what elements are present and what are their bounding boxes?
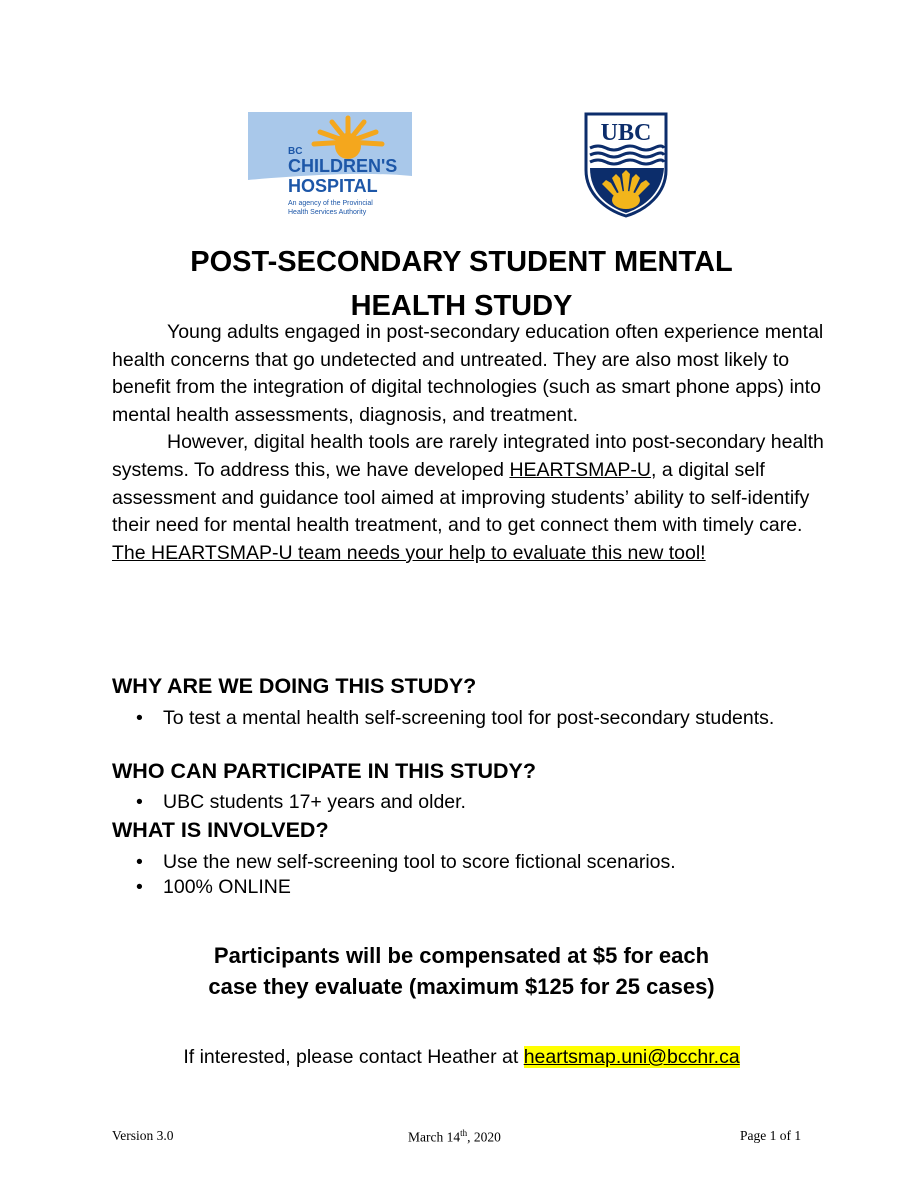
- help-callout: The HEARTSMAP-U team needs your help to evaluate this new tool!: [112, 541, 706, 564]
- list-item-text: UBC students 17+ years and older.: [163, 791, 466, 813]
- ubc-logo-text: UBC: [600, 120, 652, 146]
- list-item: [136, 850, 803, 874]
- bch-logo-line2: CHILDREN'S: [288, 156, 398, 176]
- bch-logo-tag1: An agency of the Provincial: [288, 200, 373, 207]
- bullet-icon: •: [136, 791, 143, 813]
- footer-date-month: March 14: [408, 1129, 461, 1145]
- list-item: [136, 875, 803, 899]
- bch-logo-line3: HOSPITAL: [288, 176, 378, 196]
- list-item-text: 100% ONLINE: [163, 876, 291, 898]
- bc-childrens-hospital-logo: [248, 112, 416, 220]
- footer-page-number: Page 1 of 1: [740, 1128, 802, 1143]
- list-item: [136, 706, 803, 730]
- title-line-1: POST-SECONDARY STUDENT MENTAL: [190, 246, 733, 278]
- intro-paragraph-1: Young adults engaged in post-secondary education often experience mental health concerns that go undetected and untreated. They are also most likely to benefit from the integration of digital technologies (such as smart phone apps) into mental health assessments, diagnosis, and treatment.: [112, 321, 824, 426]
- title-line-2: HEALTH STUDY: [350, 290, 573, 322]
- section-heading-who: WHO CAN PARTICIPATE IN THIS STUDY?: [112, 759, 537, 783]
- intro-paragraph-2: [112, 429, 832, 567]
- intro-text: [112, 319, 832, 567]
- section-heading-what: WHAT IS INVOLVED?: [112, 818, 329, 842]
- list-item-text: Use the new self-screening tool to score fictional scenarios.: [163, 851, 676, 873]
- compensation-line-1: Participants will be compensated at $5 for each: [213, 943, 710, 968]
- contact-email-link[interactable]: heartsmap.uni@bcchr.ca: [523, 1046, 740, 1068]
- footer-date-suffix: th: [460, 1128, 468, 1138]
- bullet-icon: •: [136, 876, 143, 898]
- footer-date: [408, 1128, 501, 1146]
- bullet-icon: •: [136, 707, 143, 729]
- intro-p2-text-b: , a digital self assessment and guidance tool aimed at improving students’ ability to self-identify their need for mental health treatment, and to get connect them with timely care.: [112, 458, 810, 537]
- compensation-line-2: case they evaluate (maximum $125 for 25 cases): [208, 974, 715, 999]
- footer-date-year: , 2020: [467, 1129, 501, 1145]
- intro-p2-text-a: However, digital health tools are rarely integrated into post-secondary health systems. To address this, we have developed: [112, 431, 824, 481]
- compensation-notice: [0, 940, 923, 1002]
- contact-text: If interested, please contact Heather at: [183, 1046, 524, 1068]
- page-title: [0, 240, 923, 328]
- list-item: [136, 790, 803, 814]
- section-heading-why: WHY ARE WE DOING THIS STUDY?: [112, 674, 477, 698]
- ubc-crest-logo: [584, 112, 668, 218]
- bullet-icon: •: [136, 851, 143, 873]
- bch-logo-line1: BC: [288, 146, 303, 157]
- footer-version: Version 3.0: [112, 1128, 174, 1143]
- bch-logo-tag2: Health Services Authority: [288, 209, 367, 216]
- heartsmap-u-link[interactable]: HEARTSMAP-U: [509, 458, 652, 481]
- list-item-text: To test a mental health self-screening tool for post-secondary students.: [163, 707, 775, 729]
- contact-line: [0, 1043, 923, 1071]
